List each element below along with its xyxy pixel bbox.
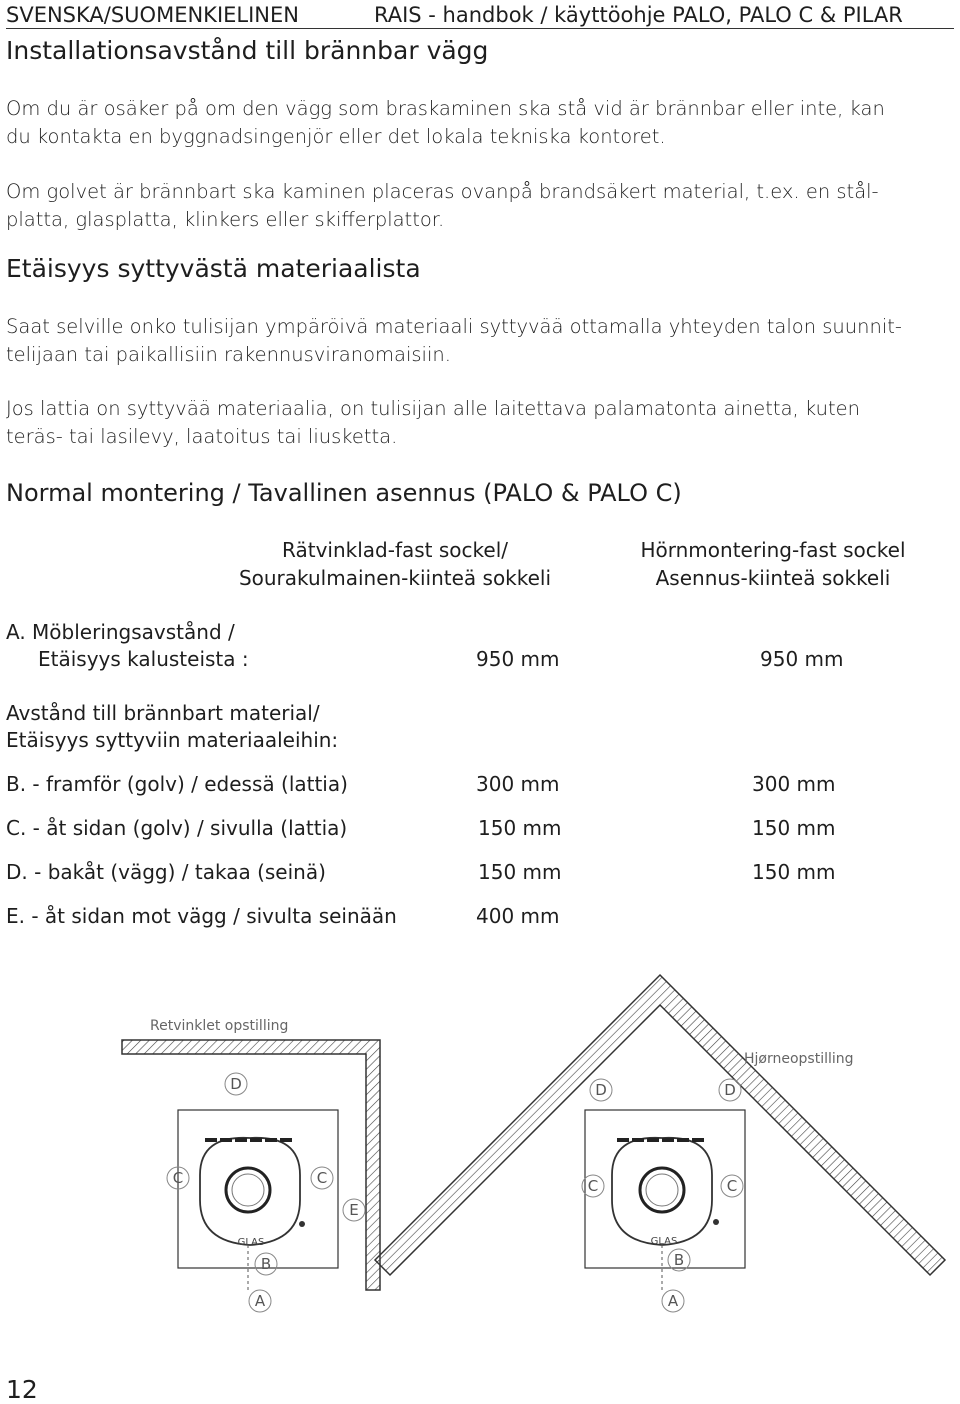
section-sv-heading: Installationsavstånd till brännbar vägg <box>6 36 489 65</box>
row-d-label: D. - bakåt (vägg) / takaa (seinä) <box>6 860 326 884</box>
section-sv-para1-line1: Om du är osäker på om den vägg som braskaminen ska stå vid är brännbar eller inte, kan <box>6 97 885 120</box>
column-header-rectangular <box>220 536 570 592</box>
corner-label-a: A <box>667 1292 679 1310</box>
corner-wall-hatch <box>375 975 945 1275</box>
section-fi-para2-line2: teräs- tai lasilevy, laatoitus tai liusketta. <box>6 425 398 448</box>
diagram-corner-title: Hjørneopstilling <box>744 1051 854 1067</box>
corner-flue-collar <box>640 1168 684 1212</box>
distance-heading-line2: Etäisyys syttyviin materiaaleihin: <box>6 728 339 752</box>
row-d-value-corner: 150 mm <box>752 860 836 884</box>
corner-label-b: B <box>673 1251 685 1269</box>
column-header-rectangular-line2: Sourakulmainen-kiinteä sokkeli <box>238 566 552 590</box>
row-a-label-line2: Etäisyys kalusteista : <box>38 647 249 671</box>
header-title: RAIS - handbok / käyttöohje PALO, PALO C & PILAR <box>374 3 903 27</box>
label-b: B <box>260 1255 272 1273</box>
section-sv-para2-line2: platta, glasplatta, klinkers eller skifferplattor. <box>6 208 445 231</box>
row-b-value-rectangular: 300 mm <box>476 772 560 796</box>
section-fi-heading: Etäisyys syttyvästä materiaalista <box>6 254 421 283</box>
corner-label-c-left: C <box>587 1177 599 1195</box>
corner-label-d-right: D <box>724 1081 736 1099</box>
column-header-corner-line2: Asennus-kiinteä sokkeli <box>655 566 891 590</box>
row-a-label-line1: A. Möbleringsavstånd / <box>6 620 235 644</box>
corner-stove-body <box>612 1138 712 1245</box>
row-c-value-corner: 150 mm <box>752 816 836 840</box>
diagram-corner <box>375 975 945 1312</box>
section-fi-para2-line1: Jos lattia on syttyvää materiaalia, on tulisijan alle laitettava palamatonta ainetta, kuten <box>6 397 860 420</box>
wall-hatch <box>122 1040 380 1290</box>
row-b-label: B. - framför (golv) / edessä (lattia) <box>6 772 348 796</box>
corner-label-glas: GLAS <box>650 1236 678 1247</box>
header-language: SVENSKA/SUOMENKIELINEN <box>6 3 299 27</box>
corner-label-d-left: D <box>595 1081 607 1099</box>
row-e-value-rectangular: 400 mm <box>476 904 560 928</box>
column-header-corner <box>618 536 928 592</box>
label-d: D <box>230 1075 242 1093</box>
row-a-value-rectangular: 950 mm <box>476 647 560 671</box>
row-c-value-rectangular: 150 mm <box>478 816 562 840</box>
row-a-value-corner: 950 mm <box>760 647 844 671</box>
column-header-corner-line1: Hörnmontering-fast sockel <box>640 538 906 562</box>
header-divider <box>6 28 954 29</box>
label-glas: GLAS <box>237 1237 265 1248</box>
section-fi-para1-line1: Saat selville onko tulisijan ympäröivä materiaali syttyvää ottamalla yhteyden talon suunnit- <box>6 315 902 338</box>
row-e-label: E. - åt sidan mot vägg / sivulta seinään <box>6 904 397 928</box>
flue-collar <box>226 1168 270 1212</box>
label-c-right: C <box>316 1169 328 1187</box>
section-fi-para1-line2: telijaan tai paikallisiin rakennusviranomaisiin. <box>6 343 451 366</box>
row-b-value-corner: 300 mm <box>752 772 836 796</box>
section-sv-para1-line2: du kontakta en byggnadsingenjör eller det lokala tekniska kontoret. <box>6 125 666 148</box>
page-number: 12 <box>6 1375 38 1404</box>
row-d-value-rectangular: 150 mm <box>478 860 562 884</box>
mounting-heading: Normal montering / Tavallinen asennus (PALO & PALO C) <box>6 479 682 507</box>
column-header-rectangular-line1: Rätvinklad-fast sockel/ <box>282 538 508 562</box>
label-e: E <box>349 1201 359 1219</box>
label-c-left: C <box>172 1169 184 1187</box>
stove-body <box>200 1138 300 1245</box>
diagram-rectangular-title: Retvinklet opstilling <box>150 1018 289 1034</box>
label-a: A <box>254 1292 266 1310</box>
diagram-rectangular <box>122 1018 380 1312</box>
row-c-label: C. - åt sidan (golv) / sivulla (lattia) <box>6 816 348 840</box>
section-sv-para2-line1: Om golvet är brännbart ska kaminen placeras ovanpå brandsäkert material, t.ex. en stål- <box>6 180 879 203</box>
distance-heading-line1: Avstånd till brännbart material/ <box>6 701 320 725</box>
corner-label-c-right: C <box>726 1177 738 1195</box>
installation-diagrams <box>0 960 960 1340</box>
